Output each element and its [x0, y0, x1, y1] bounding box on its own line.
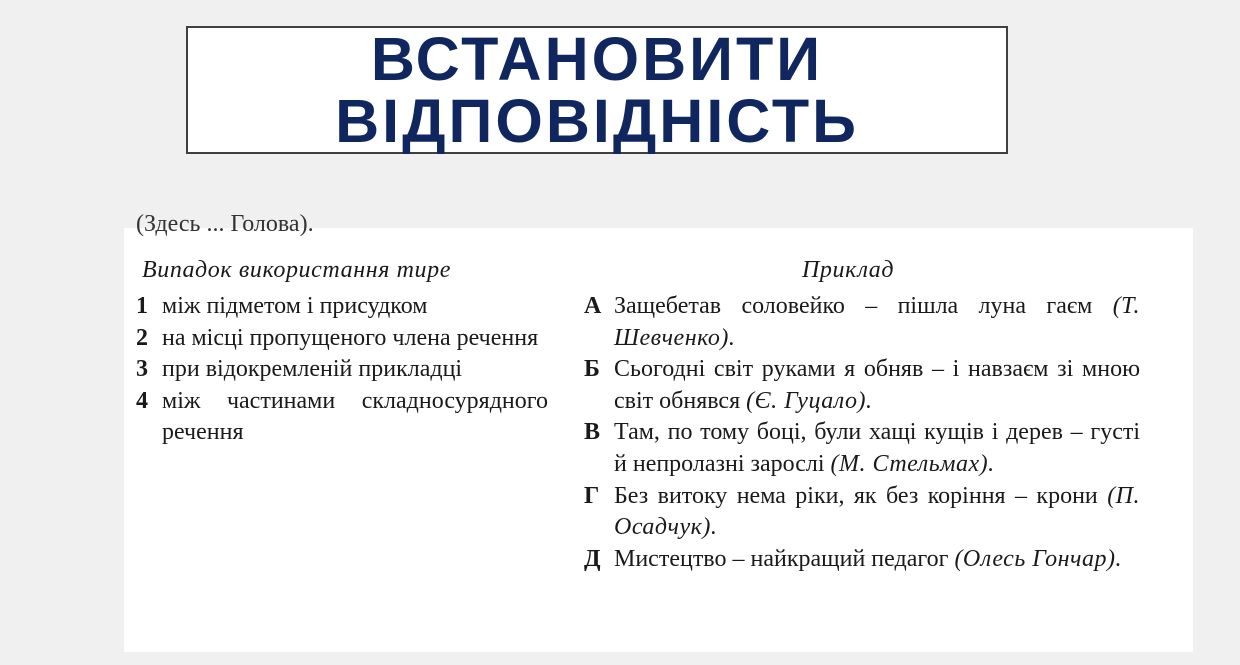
examples-list	[584, 291, 1140, 575]
case-number: 3	[136, 356, 148, 383]
example-source: (Т. Шевченко).	[614, 293, 1141, 351]
case-item	[136, 291, 548, 323]
example-letter: Г	[584, 482, 600, 509]
case-number: 4	[136, 387, 148, 414]
example-text: Мистецтво – найкращий педагог	[614, 545, 949, 572]
example-item	[584, 481, 1140, 544]
example-source: (Є. Гуцало).	[746, 387, 873, 414]
cases-list	[136, 291, 548, 449]
example-item	[584, 544, 1140, 576]
example-text: Без витоку нема ріки, як без коріння – крони	[614, 482, 1098, 509]
case-column-header: Випадок використання тире	[142, 257, 451, 283]
example-text: Там, по тому боці, були хащі кущів і дерев – густі й непролазні зарослі	[614, 419, 1140, 477]
case-text: на місці пропущеного члена речення	[162, 324, 539, 351]
case-text: між частинами складносурядного речення	[162, 387, 548, 446]
example-item	[584, 417, 1140, 480]
case-text: при відокремленій прикладці	[162, 356, 463, 383]
example-source: (П. Осадчук).	[614, 482, 1141, 541]
example-text: Сьогодні світ руками я обняв – і навзаєм зі мною світ обнявся	[614, 356, 1140, 414]
case-item	[136, 354, 548, 386]
example-source: (М. Стельмах).	[830, 450, 995, 477]
case-text: між підметом і присудком	[162, 293, 428, 319]
case-number: 2	[136, 324, 148, 351]
example-letter: Б	[584, 356, 600, 383]
task-scan	[124, 211, 1193, 652]
title-line-1: ВСТАНОВИТИ	[370, 25, 824, 93]
case-item	[136, 323, 548, 355]
case-item	[136, 386, 548, 449]
example-column-header: Приклад	[802, 257, 895, 283]
example-letter: Д	[584, 545, 601, 572]
example-letter: А	[584, 293, 602, 319]
example-letter: В	[584, 419, 601, 446]
slide-title-box	[186, 26, 1008, 154]
example-text: Защебетав соловейко – пішла луна гаєм	[614, 293, 1093, 319]
example-item	[584, 354, 1140, 417]
case-number: 1	[136, 293, 148, 319]
example-item	[584, 291, 1140, 354]
title-line-2: ВІДПОВІДНІСТЬ	[335, 87, 859, 155]
cut-off-text: (Здесь ... Голова).	[136, 211, 314, 237]
example-source: (Олесь Гончар).	[954, 545, 1122, 572]
